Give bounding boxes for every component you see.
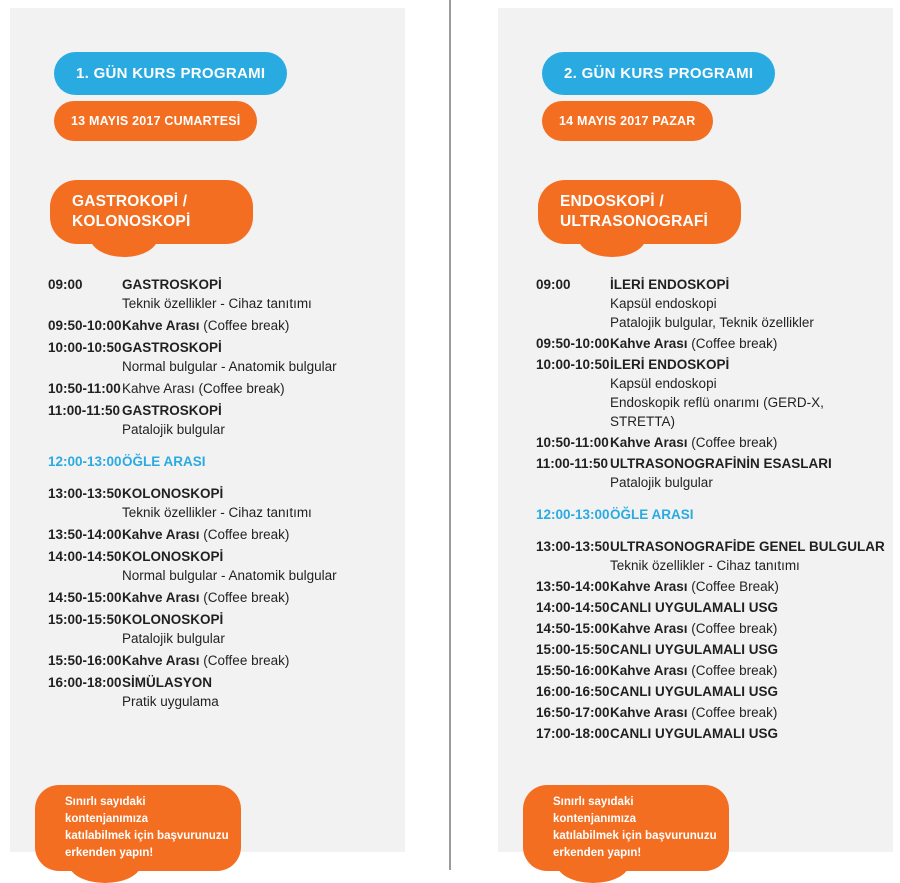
- schedule-row-session: [48, 338, 397, 376]
- day1-title-badge: 1. GÜN KURS PROGRAMI: [54, 52, 287, 95]
- note-line: katılabilmek için başvurunuzu: [65, 830, 229, 842]
- event-details: [122, 316, 397, 335]
- day1-note-bubble: [35, 785, 241, 871]
- event-title: Kahve Arası (Coffee break): [122, 318, 290, 333]
- time-range: 11:00-11:50: [536, 456, 609, 471]
- event-subtitle: Teknik özellikler - Cihaz tanıtımı: [122, 296, 312, 311]
- day2-title-badge: 2. GÜN KURS PROGRAMI: [542, 52, 775, 95]
- section-title-line: GASTROKOPİ /: [72, 193, 188, 210]
- event-details: [122, 651, 397, 670]
- event-details: [610, 505, 885, 524]
- event-details: [122, 401, 397, 439]
- event-title: İLERİ ENDOSKOPİ: [610, 357, 730, 372]
- event-details: [610, 703, 885, 722]
- event-subtitle: Pratik uygulama: [122, 694, 219, 709]
- event-title: ÖĞLE ARASI: [610, 507, 694, 522]
- schedule-row-coffee-break: [536, 334, 885, 353]
- time-range: 13:50-14:00: [48, 527, 122, 542]
- event-details: [610, 640, 885, 659]
- event-details: [610, 433, 885, 452]
- event-details: [610, 577, 885, 596]
- event-details: [122, 452, 397, 471]
- day2-note-bubble: [523, 785, 729, 871]
- day2-date-badge: 14 MAYIS 2017 PAZAR: [542, 101, 713, 141]
- time-range: 14:50-15:00: [536, 621, 610, 636]
- event-title: KOLONOSKOPİ: [122, 549, 224, 564]
- time-range: 14:50-15:00: [48, 590, 122, 605]
- event-details: [122, 547, 397, 585]
- schedule-row-coffee-break: [48, 588, 397, 607]
- event-title: Kahve Arası (Coffee break): [610, 621, 778, 636]
- event-title: Kahve Arası (Coffee break): [610, 336, 778, 351]
- day1-panel: [10, 8, 405, 859]
- time-range: 09:50-10:00: [536, 336, 610, 351]
- schedule-row-coffee-break: [48, 316, 397, 335]
- event-details: [610, 598, 885, 617]
- event-details: [610, 619, 885, 638]
- time-range: 09:50-10:00: [48, 318, 122, 333]
- schedule-row-coffee-break: [536, 577, 885, 596]
- schedule-row-session: [536, 724, 885, 743]
- event-details: [122, 484, 397, 522]
- schedule-row-session: [536, 598, 885, 617]
- event-details: [122, 673, 397, 711]
- time-range: 13:00-13:50: [536, 539, 610, 554]
- time-range: 09:00: [536, 277, 571, 292]
- day1-section-bubble: [50, 180, 253, 244]
- event-details: [610, 537, 885, 575]
- event-details: [610, 355, 885, 431]
- event-title: GASTROSKOPİ: [122, 340, 222, 355]
- day1-schedule: [10, 275, 405, 714]
- event-subtitle: Patalojik bulgular: [122, 631, 225, 646]
- event-details: [610, 275, 885, 332]
- event-title: Kahve Arası (Coffee break): [610, 435, 778, 450]
- event-title: Kahve Arası (Coffee break): [122, 381, 285, 396]
- day2-panel: [498, 8, 893, 859]
- schedule-row-session: [48, 673, 397, 711]
- event-title: Kahve Arası (Coffee break): [122, 653, 290, 668]
- event-title: GASTROSKOPİ: [122, 277, 222, 292]
- page-divider: [449, 0, 451, 870]
- event-details: [610, 682, 885, 701]
- time-range: 14:00-14:50: [536, 600, 610, 615]
- note-line: Sınırlı sayıdaki kontenjanımıza: [553, 796, 637, 825]
- schedule-row-coffee-break: [536, 433, 885, 452]
- time-range: 09:00: [48, 277, 83, 292]
- day2-schedule: [498, 275, 893, 745]
- schedule-row-coffee-break: [536, 661, 885, 680]
- schedule-row-session: [536, 682, 885, 701]
- event-details: [122, 379, 397, 398]
- event-title: Kahve Arası (Coffee Break): [610, 579, 779, 594]
- event-title: İLERİ ENDOSKOPİ: [610, 277, 730, 292]
- event-subtitle: Teknik özellikler - Cihaz tanıtımı: [122, 505, 312, 520]
- event-subtitle: Teknik özellikler - Cihaz tanıtımı: [610, 558, 800, 573]
- time-range: 13:50-14:00: [536, 579, 610, 594]
- note-line: katılabilmek için başvurunuzu: [553, 830, 717, 842]
- event-title: ULTRASONOGRAFİNİN ESASLARI: [610, 456, 832, 471]
- section-title-line: ENDOSKOPİ /: [560, 193, 664, 210]
- event-details: [122, 338, 397, 376]
- schedule-row-coffee-break: [536, 703, 885, 722]
- event-title: CANLI UYGULAMALI USG: [610, 642, 778, 657]
- event-details: [610, 661, 885, 680]
- event-details: [122, 610, 397, 648]
- event-title: CANLI UYGULAMALI USG: [610, 726, 778, 741]
- event-title: KOLONOSKOPİ: [122, 486, 224, 501]
- event-title: KOLONOSKOPİ: [122, 612, 224, 627]
- time-range: 10:50-11:00: [536, 435, 609, 450]
- time-range: 16:00-16:50: [536, 684, 610, 699]
- day2-section-bubble: [538, 180, 741, 244]
- schedule-row-coffee-break: [48, 525, 397, 544]
- schedule-row-session: [48, 401, 397, 439]
- event-subtitle: Kapsül endoskopi: [610, 296, 717, 311]
- time-range: 13:00-13:50: [48, 486, 122, 501]
- schedule-row-session: [48, 275, 397, 313]
- schedule-row-coffee-break: [536, 619, 885, 638]
- schedule-row-coffee-break: [48, 651, 397, 670]
- event-details: [610, 724, 885, 743]
- time-range: 17:00-18:00: [536, 726, 610, 741]
- event-subtitle: Normal bulgular - Anatomik bulgular: [122, 568, 337, 583]
- event-subtitle: Kapsül endoskopi: [610, 376, 717, 391]
- time-range: 12:00-13:00: [536, 507, 610, 522]
- time-range: 15:50-16:00: [536, 663, 610, 678]
- event-subtitle: Normal bulgular - Anatomik bulgular: [122, 359, 337, 374]
- event-title: Kahve Arası (Coffee break): [610, 663, 778, 678]
- time-range: 16:00-18:00: [48, 675, 122, 690]
- event-title: SİMÜLASYON: [122, 675, 213, 690]
- event-title: CANLI UYGULAMALI USG: [610, 684, 778, 699]
- day1-date-badge: 13 MAYIS 2017 CUMARTESİ: [54, 101, 257, 141]
- event-details: [610, 454, 885, 492]
- event-details: [122, 525, 397, 544]
- event-subtitle: Patalojik bulgular: [122, 422, 225, 437]
- event-title: GASTROSKOPİ: [122, 403, 222, 418]
- schedule-row-session: [48, 610, 397, 648]
- event-title: Kahve Arası (Coffee break): [122, 527, 290, 542]
- time-range: 15:00-15:50: [48, 612, 122, 627]
- event-title: Kahve Arası (Coffee break): [122, 590, 290, 605]
- schedule-row-session: [536, 454, 885, 492]
- schedule-row-session: [48, 547, 397, 585]
- time-range: 11:00-11:50: [48, 403, 121, 418]
- time-range: 14:00-14:50: [48, 549, 122, 564]
- schedule-row-lunch-break: [536, 505, 885, 524]
- note-line: Sınırlı sayıdaki kontenjanımıza: [65, 796, 149, 825]
- event-title: ÖĞLE ARASI: [122, 454, 206, 469]
- time-range: 15:50-16:00: [48, 653, 122, 668]
- time-range: 10:50-11:00: [48, 381, 121, 396]
- event-subtitle: Patalojik bulgular, Teknik özellikler: [610, 315, 814, 330]
- event-subtitle: Endoskopik reflü onarımı (GERD-X, STRETTA): [610, 395, 824, 429]
- schedule-row-session: [536, 640, 885, 659]
- time-range: 15:00-15:50: [536, 642, 610, 657]
- time-range: 10:00-10:50: [536, 357, 610, 372]
- section-title-line: ULTRASONOGRAFİ: [560, 213, 709, 230]
- event-details: [122, 275, 397, 313]
- schedule-row-lunch-break: [48, 452, 397, 471]
- schedule-row-session: [536, 537, 885, 575]
- schedule-row-session: [48, 484, 397, 522]
- event-title: ULTRASONOGRAFİDE GENEL BULGULAR: [610, 539, 885, 554]
- note-line: erkenden yapın!: [65, 847, 154, 859]
- time-range: 12:00-13:00: [48, 454, 122, 469]
- schedule-row-coffee-break: [48, 379, 397, 398]
- note-line: erkenden yapın!: [553, 847, 642, 859]
- event-title: CANLI UYGULAMALI USG: [610, 600, 778, 615]
- schedule-row-session: [536, 355, 885, 431]
- event-title: Kahve Arası (Coffee break): [610, 705, 778, 720]
- time-range: 10:00-10:50: [48, 340, 122, 355]
- section-title-line: KOLONOSKOPİ: [72, 213, 191, 230]
- schedule-row-session: [536, 275, 885, 332]
- event-subtitle: Patalojik bulgular: [610, 475, 713, 490]
- event-details: [122, 588, 397, 607]
- time-range: 16:50-17:00: [536, 705, 610, 720]
- event-details: [610, 334, 885, 353]
